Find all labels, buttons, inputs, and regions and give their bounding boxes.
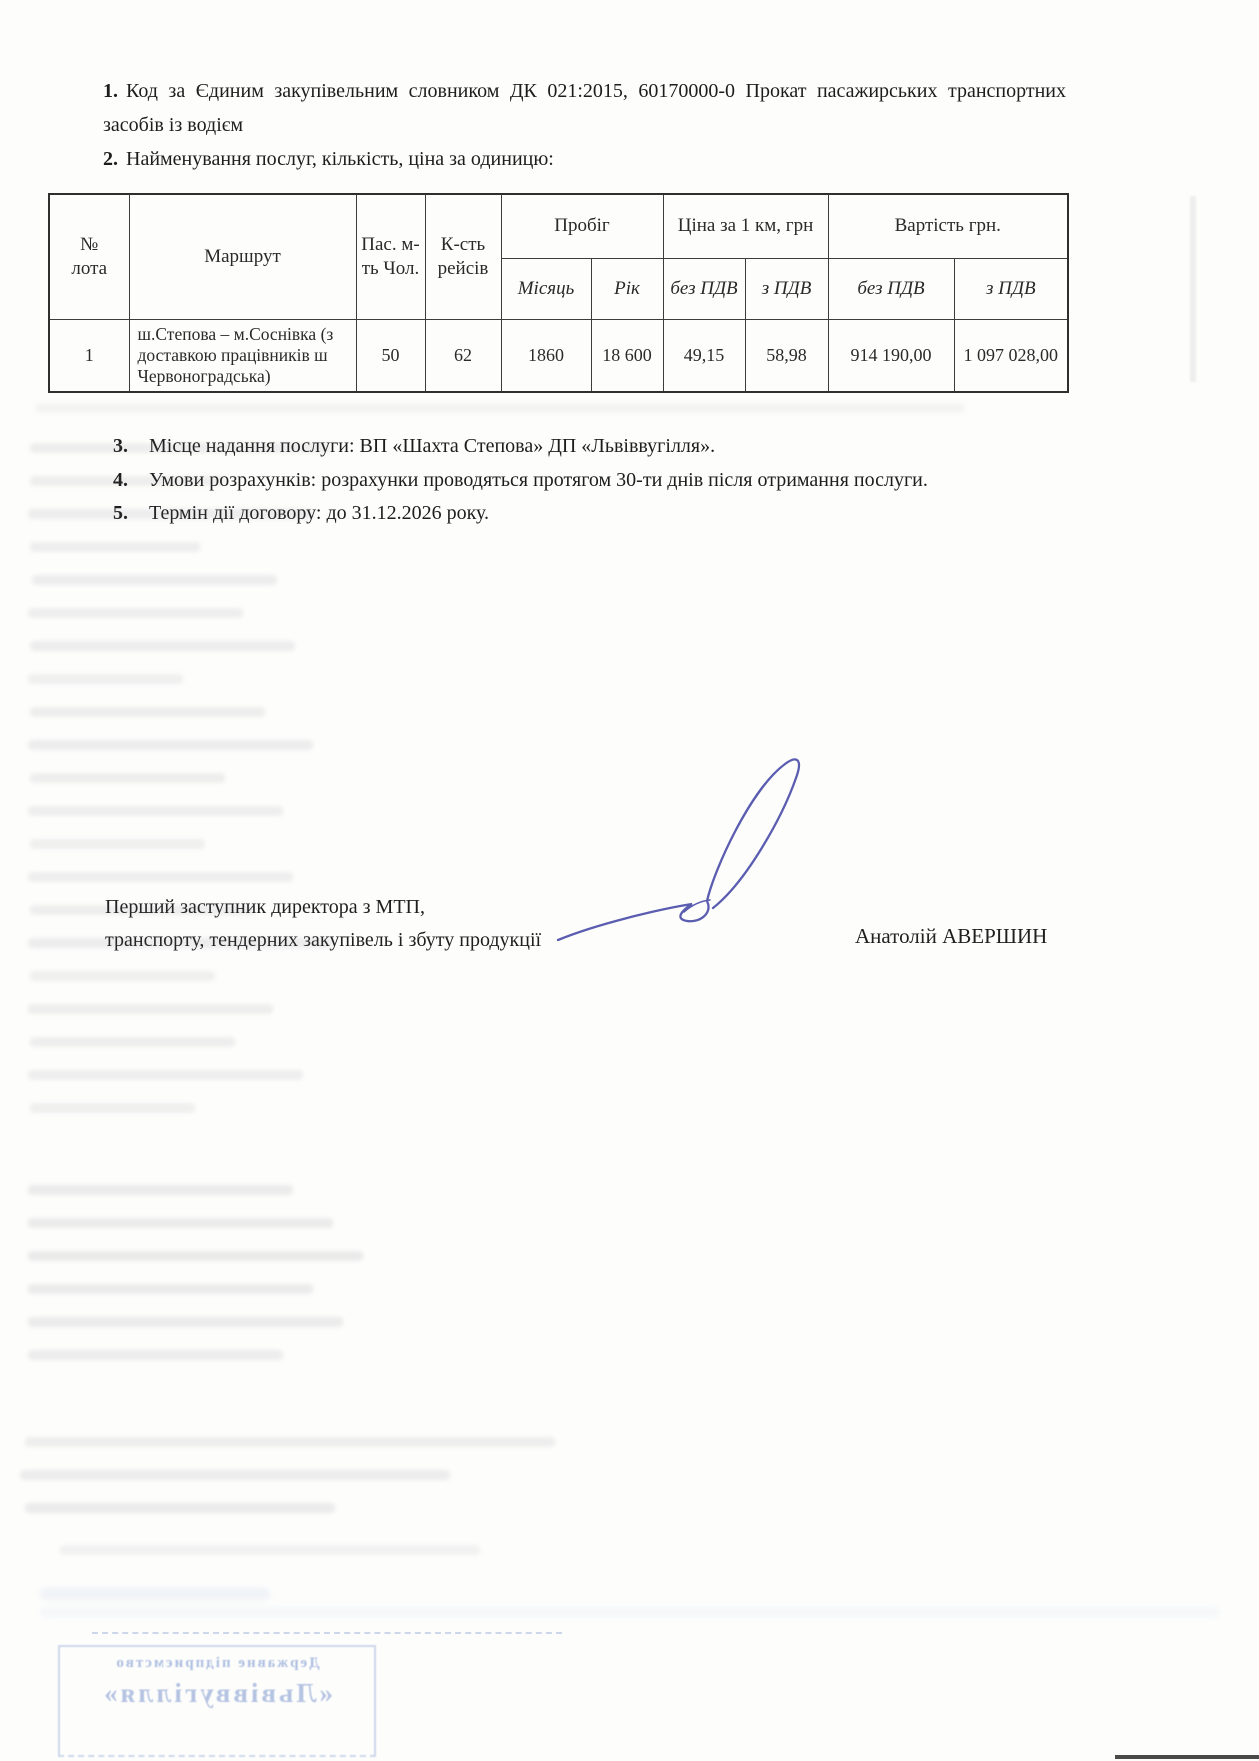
stamp-line2: «Львіввугілля» — [101, 1678, 333, 1708]
bleed-through-line — [60, 1545, 480, 1555]
intro-section — [103, 74, 1066, 176]
bleed-through-blue-smudge — [40, 1606, 1220, 1618]
intro-item-2-text: Найменування послуг, кількість, ціна за одиницю: — [126, 148, 554, 170]
bleed-through-line — [30, 1037, 235, 1047]
col-subheader-cost-with-vat: з ПДВ — [954, 258, 1068, 319]
col-header-mileage: Пробіг — [501, 194, 663, 258]
signatory-title-line1: Перший заступник директора з МТП, — [105, 896, 425, 918]
bleed-through-line — [30, 641, 295, 651]
intro-item-1 — [103, 74, 1066, 142]
bleed-through-line — [30, 542, 200, 552]
scan-edge-mark — [1115, 1755, 1259, 1759]
handwritten-signature — [542, 752, 822, 952]
col-header-capacity: Пас. м-ть Чол. — [356, 194, 425, 319]
signatory-name: Анатолій АВЕРШИН — [855, 924, 1048, 948]
col-header-lot: № лота — [49, 194, 129, 319]
bleed-through-line — [25, 1503, 335, 1513]
bleed-through-line — [30, 839, 205, 849]
scan-streak — [1190, 196, 1196, 382]
bleed-through-line — [28, 509, 313, 519]
stamp-line1: Державне підприємство — [114, 1655, 320, 1671]
intro-item-1-text: Код за Єдиним закупівельним словником ДК 021:2015, 60170000-0 Прокат пасажирських транспортних засобів із водієм — [103, 80, 1066, 136]
cell-price-no-vat: 49,15 — [663, 319, 745, 392]
bleed-through-line — [28, 1251, 363, 1261]
term-item-4-text: Умови розрахунків: розрахунки проводяться протягом 30-ти днів після отримання послуги. — [149, 468, 928, 491]
intro-item-1-number: 1. — [103, 80, 118, 102]
bleed-through-line — [30, 773, 225, 783]
col-header-cost: Вартість грн. — [828, 194, 1068, 258]
col-subheader-month: Місяць — [501, 258, 591, 319]
col-header-price: Ціна за 1 км, грн — [663, 194, 828, 258]
stamp-edge-line — [92, 1632, 562, 1634]
bleed-through-line — [30, 476, 225, 486]
bleed-through-line — [30, 905, 255, 915]
bleed-through-line — [30, 1103, 195, 1113]
term-item-5-number: 5. — [113, 502, 128, 524]
bleed-through-line — [28, 1070, 303, 1080]
company-stamp-text — [60, 1647, 374, 1755]
lot-table — [48, 193, 1069, 393]
bleed-through-line — [28, 674, 183, 684]
intro-item-2-number: 2. — [103, 148, 118, 170]
bleed-through-line — [28, 1185, 293, 1195]
cell-trips: 62 — [425, 319, 501, 392]
cell-route: ш.Степова – м.Соснівка (з доставкою працівників ш Червоноградська) — [129, 319, 356, 392]
col-subheader-price-with-vat: з ПДВ — [745, 258, 828, 319]
bleed-through-line — [30, 443, 330, 453]
signatory-title-line2: транспорту, тендерних закупівель і збуту продукції — [105, 929, 542, 951]
bleed-through-line — [30, 971, 215, 981]
term-item-4-number: 4. — [113, 468, 128, 491]
bleed-through-line — [32, 575, 277, 585]
cell-cost-with-vat: 1 097 028,00 — [954, 319, 1068, 392]
cell-mileage-year: 18 600 — [591, 319, 663, 392]
col-header-route: Маршрут — [129, 194, 356, 319]
bleed-through-line — [30, 707, 265, 717]
col-subheader-year: Рік — [591, 258, 663, 319]
bleed-through-blue-smudge — [40, 1588, 270, 1600]
col-subheader-price-no-vat: без ПДВ — [663, 258, 745, 319]
term-item-3-text: Місце надання послуги: ВП «Шахта Степова» ДП «Львіввугілля». — [149, 435, 716, 457]
term-item-4 — [113, 464, 1133, 498]
bleed-through-line — [28, 806, 283, 816]
term-item-3-number: 3. — [113, 435, 128, 457]
bleed-through-line — [28, 1218, 333, 1228]
bleed-through-line — [28, 1284, 313, 1294]
bleed-through-line — [28, 608, 243, 618]
term-item-5-text: Термін дії договору: до 31.12.2026 року. — [149, 502, 490, 524]
table-row — [49, 319, 1068, 392]
bleed-through-line — [35, 403, 965, 413]
bleed-through-line — [28, 872, 293, 882]
col-subheader-cost-no-vat: без ПДВ — [828, 258, 954, 319]
cell-capacity: 50 — [356, 319, 425, 392]
company-stamp — [58, 1645, 376, 1757]
bleed-through-line — [28, 740, 313, 750]
cell-price-with-vat: 58,98 — [745, 319, 828, 392]
bleed-through-line — [28, 1350, 283, 1360]
intro-item-2 — [103, 142, 1066, 176]
cell-cost-no-vat: 914 190,00 — [828, 319, 954, 392]
bleed-through-line — [28, 1004, 273, 1014]
bleed-through-line — [28, 938, 333, 948]
cell-lot: 1 — [49, 319, 129, 392]
bleed-through-line — [20, 1470, 450, 1480]
bleed-through-line — [25, 1437, 555, 1447]
cell-mileage-month: 1860 — [501, 319, 591, 392]
bleed-through-line — [28, 1317, 343, 1327]
col-header-trips: К-сть рейсів — [425, 194, 501, 319]
